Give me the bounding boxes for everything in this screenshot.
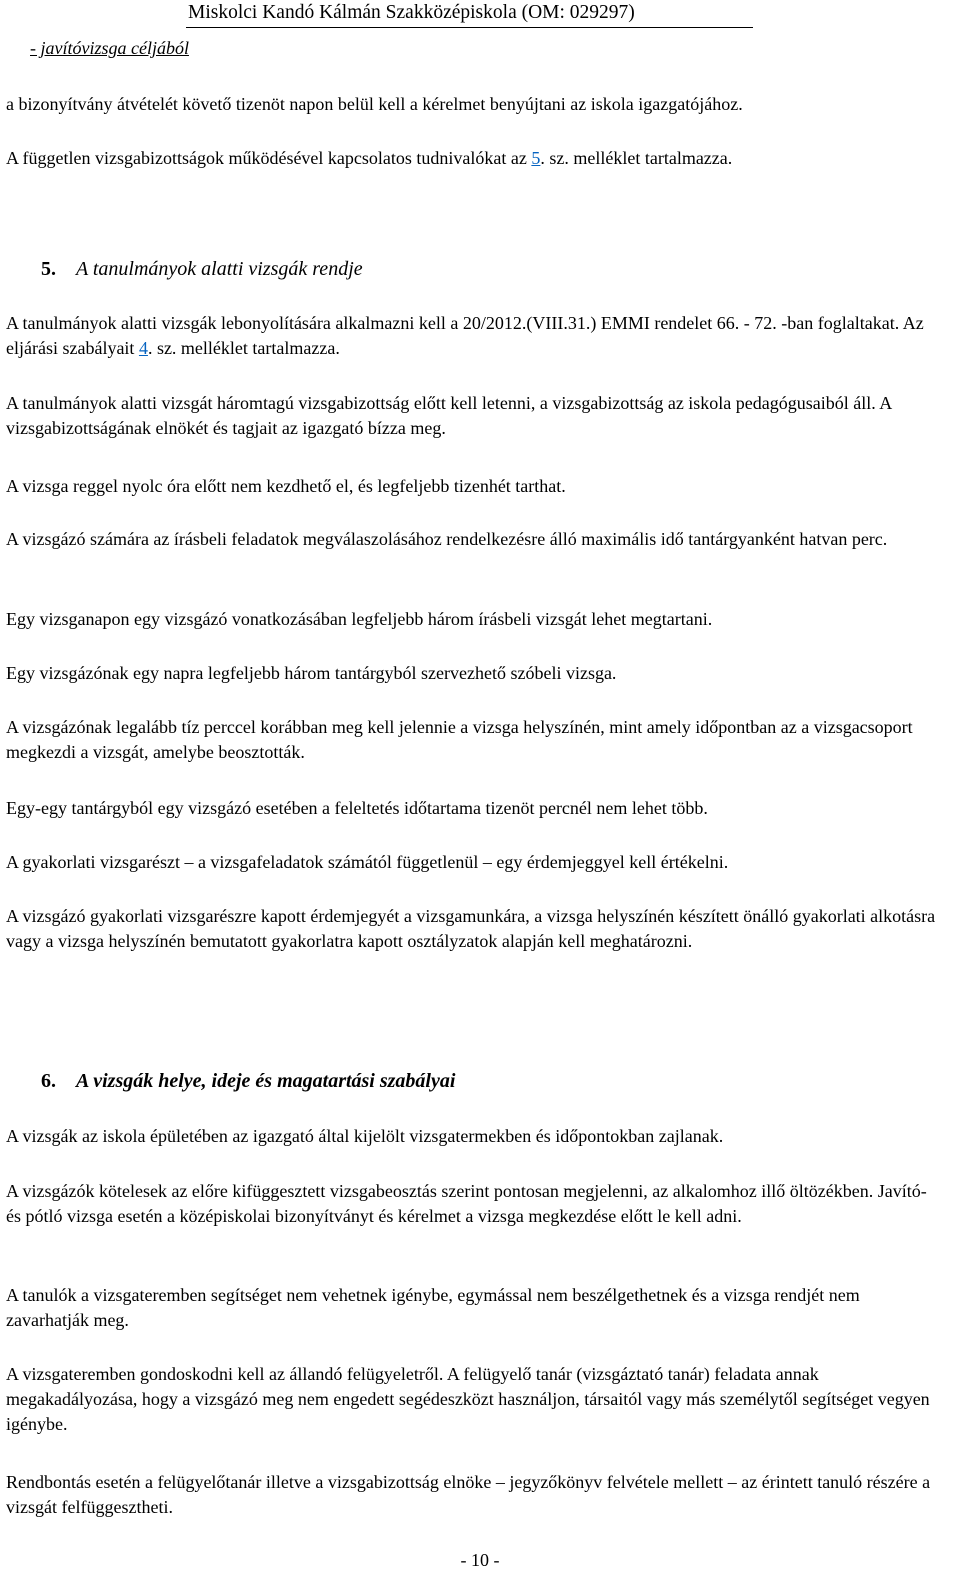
section-5-paragraph-4: A vizsgázó számára az írásbeli feladatok megválaszolásához rendelkezésre álló maximális idő tantárgyanként hatvan perc. (6, 529, 888, 549)
section-5-paragraph-3: A vizsga reggel nyolc óra előtt nem kezdhető el, és legfeljebb tizenhét tarthat. (6, 476, 566, 496)
section-5-paragraph-5: Egy vizsganapon egy vizsgázó vonatkozásában legfeljebb három írásbeli vizsgát lehet megtartani. (6, 609, 713, 629)
section-6-title: A vizsgák helye, ideje és magatartási szabályai (76, 1070, 456, 1092)
page-number: - 10 - (460, 1550, 500, 1570)
intro-paragraph-1: a bizonyítvány átvételét követő tizenöt napon belül kell a kérelmet benyújtani az iskola igazgatójához. (6, 94, 743, 114)
section-5-p1-before: A tanulmányok alatti vizsgák lebonyolítására alkalmazni kell a 20/2012.(VIII.31.) EMMI rendelet 66. - 72. -ban foglaltakat. Az eljárási szabályait (6, 313, 924, 358)
header-divider (186, 27, 753, 28)
annex-4-link[interactable]: 4 (138, 338, 148, 358)
section-5-title: A tanulmányok alatti vizsgák rendje (76, 258, 363, 280)
section-5-paragraph-8: Egy-egy tantárgyból egy vizsgázó esetében a feleltetés időtartama tizenöt percnél nem lehet több. (6, 798, 708, 818)
section-6-paragraph-5: Rendbontás esetén a felügyelőtanár illetve a vizsgabizottság elnöke – jegyzőkönyv felvétele mellett – az érintett tanuló részére a vizsgát felfüggesztheti. (6, 1472, 931, 1517)
section-6-paragraph-2: A vizsgázók kötelesek az előre kifüggesztett vizsgabeosztás szerint pontosan megjelenni, az alkalomhoz illő öltözékben. Javító- és pótló vizsga esetén a középiskolai bizonyítványt és kérelmet a vizsga megkezdése előtt le kell adni. (6, 1181, 927, 1226)
section-5-paragraph-6: Egy vizsgázónak egy napra legfeljebb három tantárgyból szervezhető szóbeli vizsga. (6, 663, 617, 683)
intro-paragraph-2 (6, 146, 941, 171)
section-5-paragraph-9: A gyakorlati vizsgarészt – a vizsgafeladatok számától függetlenül – egy érdemjeggyel kell értékelni. (6, 852, 729, 872)
section-6-number: 6. (41, 1070, 56, 1092)
section-6-paragraph-1: A vizsgák az iskola épületében az igazgató által kijelölt vizsgatermekben és időpontokban zajlanak. (6, 1126, 724, 1146)
section-5-paragraph-1 (6, 311, 941, 361)
intro-p2-after: . sz. melléklet tartalmazza. (540, 148, 733, 168)
section-5-number: 5. (41, 258, 56, 280)
previous-list-item: - javítóvizsga céljából (30, 38, 189, 58)
school-header-title: Miskolci Kandó Kálmán Szakközépiskola (OM: 029297) (188, 2, 635, 23)
section-6-paragraph-3: A tanulók a vizsgateremben segítséget nem vehetnek igénybe, egymással nem beszélgethetnek és a vizsga rendjét nem zavarhatják meg. (6, 1285, 860, 1330)
intro-p2-before: A független vizsgabizottságok működésével kapcsolatos tudnivalókat az (6, 148, 532, 168)
section-5-paragraph-2: A tanulmányok alatti vizsgát háromtagú vizsgabizottság előtt kell letenni, a vizsgabizottság az iskola pedagógusaiból áll. A vizsgabizottságának elnökét és tagjait az igazgató bízza meg. (6, 393, 892, 438)
section-6-paragraph-4: A vizsgateremben gondoskodni kell az állandó felügyeletről. A felügyelő tanár (vizsgáztató tanár) feladata annak megakadályozása, hogy a vizsgázó meg nem engedett segédeszközt használjon, társaitól vagy más személytől segítséget vegyen igénybe. (6, 1364, 930, 1434)
section-5-paragraph-7: A vizsgázónak legalább tíz perccel korábban meg kell jelennie a vizsga helyszínén, mint amely időpontban az a vizsgacsoport megkezdi a vizsgát, amelybe beosztották. (6, 717, 913, 762)
section-5-paragraph-10: A vizsgázó gyakorlati vizsgarészre kapott érdemjegyét a vizsgamunkára, a vizsga helyszínén készített önálló gyakorlati alkotásra vagy a vizsga helyszínén bemutatott gyakorlatra kapott osztályzatok alapján kell meghatározni. (6, 906, 936, 951)
annex-5-link[interactable]: 5 (531, 148, 541, 168)
section-5-heading (41, 256, 363, 282)
section-6-heading (41, 1068, 455, 1094)
section-5-p1-after: . sz. melléklet tartalmazza. (147, 338, 340, 358)
